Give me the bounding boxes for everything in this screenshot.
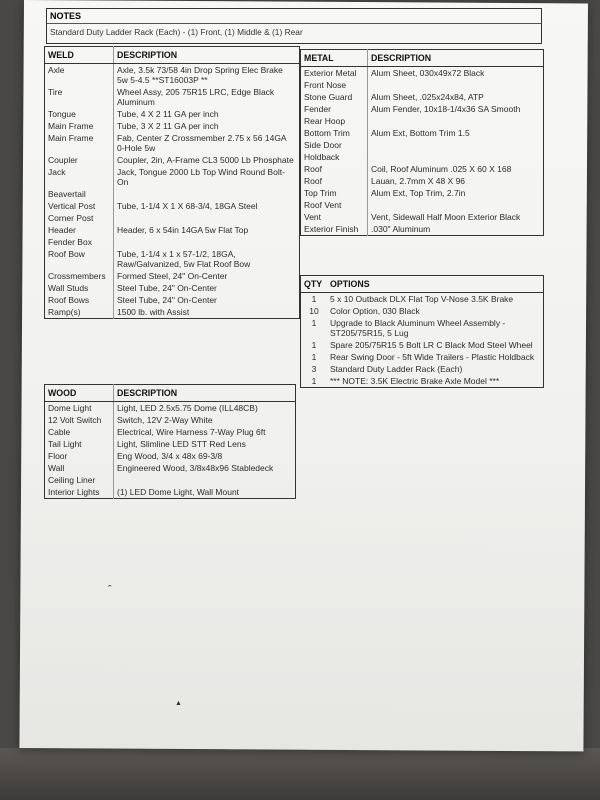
- row-description: Tube, 1-1/4 X 1 X 68-3/4, 18GA Steel: [117, 201, 258, 211]
- row-label: Main Frame: [45, 120, 114, 132]
- weld-row: [45, 306, 300, 319]
- row-description: [368, 199, 544, 211]
- metal-row: [301, 211, 544, 223]
- metal-row: [301, 139, 544, 151]
- row-qty: 10: [309, 306, 319, 316]
- row-label: Fender: [301, 103, 368, 115]
- weld-row: [45, 166, 300, 188]
- row-label: Fender Box: [45, 236, 114, 248]
- row-description: Standard Duty Ladder Rack (Each): [330, 364, 463, 374]
- row-description: Fab, Center Z Crossmember 2.75 x 56 14GA 0-Hole 5w: [117, 133, 287, 153]
- metal-row: [301, 67, 544, 80]
- row-description: Rear Swing Door - 5ft Wide Trailers - Plastic Holdback: [330, 352, 535, 362]
- row-label: Vent: [301, 211, 368, 223]
- metal-row: [301, 151, 544, 163]
- row-label: Axle: [45, 64, 114, 87]
- notes-box: [46, 8, 542, 44]
- row-description: Alum Ext, Top Trim, 2.7in: [371, 188, 466, 198]
- wood-row: [45, 438, 296, 450]
- weld-row: [45, 64, 300, 87]
- weld-desc-header: DESCRIPTION: [114, 47, 300, 64]
- row-description: Engineered Wood, 3/8x48x96 Stabledeck: [117, 463, 274, 473]
- row-label: Dome Light: [45, 402, 114, 415]
- option-row: [301, 317, 544, 339]
- row-description: [114, 188, 300, 200]
- row-label: Roof: [301, 163, 368, 175]
- row-qty: 1: [311, 376, 317, 386]
- row-label: Top Trim: [301, 187, 368, 199]
- row-description: Light, Slimline LED STT Red Lens: [117, 439, 246, 449]
- row-label: Wall Studs: [45, 282, 114, 294]
- options-col-header: OPTIONS: [327, 276, 544, 293]
- row-description: Coil, Roof Aluminum .025 X 60 X 168: [371, 164, 512, 174]
- row-description: [114, 236, 300, 248]
- metal-desc-header: DESCRIPTION: [368, 50, 544, 67]
- row-qty: 3: [311, 364, 317, 374]
- weld-row: [45, 154, 300, 166]
- row-description: Alum Sheet, 030x49x72 Black: [371, 68, 485, 78]
- row-qty: 1: [311, 294, 317, 304]
- row-label: Holdback: [301, 151, 368, 163]
- qty-col-header: QTY: [301, 276, 328, 293]
- option-row: [301, 351, 544, 363]
- row-label: Exterior Finish: [301, 223, 368, 236]
- row-description: Spare 205/75R15 5 Bolt LR C Black Mod Steel Wheel: [330, 340, 533, 350]
- row-description: Upgrade to Black Aluminum Wheel Assembly - ST205/75R15, 5 Lug: [330, 318, 506, 338]
- wood-col-header: WOOD: [45, 385, 114, 402]
- row-label: Header: [45, 224, 114, 236]
- wood-desc-header: DESCRIPTION: [114, 385, 296, 402]
- row-label: 12 Volt Switch: [45, 414, 114, 426]
- metal-row: [301, 91, 544, 103]
- row-description: Eng Wood, 3/4 x 48x 69-3/8: [117, 451, 223, 461]
- row-description: [114, 474, 296, 486]
- row-label: Corner Post: [45, 212, 114, 224]
- row-label: Exterior Metal: [301, 67, 368, 80]
- row-label: Side Door: [301, 139, 368, 151]
- row-description: Switch, 12V 2-Way White: [117, 415, 213, 425]
- row-label: Crossmembers: [45, 270, 114, 282]
- row-description: Alum Fender, 10x18-1/4x36 SA Smooth: [371, 104, 521, 114]
- wood-row: [45, 450, 296, 462]
- metal-row: [301, 103, 544, 115]
- row-description: Alum Sheet, .025x24x84, ATP: [371, 92, 484, 102]
- metal-table: [300, 49, 544, 236]
- notes-header: NOTES: [47, 9, 541, 24]
- row-description: Steel Tube, 24" On-Center: [117, 283, 217, 293]
- row-description: Formed Steel, 24" On-Center: [117, 271, 228, 281]
- row-label: Jack: [45, 166, 114, 188]
- wood-row: [45, 486, 296, 499]
- weld-col-header: WELD: [45, 47, 114, 64]
- row-description: Alum Ext, Bottom Trim 1.5: [371, 128, 470, 138]
- row-label: Floor: [45, 450, 114, 462]
- row-label: Roof: [301, 175, 368, 187]
- notes-text: Standard Duty Ladder Rack (Each) - (1) Front, (1) Middle & (1) Rear: [50, 27, 303, 37]
- metal-col-header: METAL: [301, 50, 368, 67]
- options-table: [300, 275, 544, 388]
- row-label: Bottom Trim: [301, 127, 368, 139]
- row-description: Steel Tube, 24" On-Center: [117, 295, 217, 305]
- pen-dot: ▲: [175, 700, 182, 707]
- weld-row: [45, 294, 300, 306]
- weld-row: [45, 224, 300, 236]
- row-label: Rear Hoop: [301, 115, 368, 127]
- option-row: [301, 375, 544, 388]
- weld-row: [45, 120, 300, 132]
- row-label: Vertical Post: [45, 200, 114, 212]
- wood-row: [45, 474, 296, 486]
- weld-row: [45, 86, 300, 108]
- row-label: Cable: [45, 426, 114, 438]
- option-row: [301, 305, 544, 317]
- row-description: [368, 115, 544, 127]
- row-label: Tire: [45, 86, 114, 108]
- row-label: Tongue: [45, 108, 114, 120]
- row-description: .030" Aluminum: [371, 224, 431, 234]
- weld-row: [45, 188, 300, 200]
- pen-mark: ˆ: [108, 584, 112, 596]
- metal-row: [301, 79, 544, 91]
- metal-row: [301, 115, 544, 127]
- metal-row: [301, 175, 544, 187]
- row-description: [368, 79, 544, 91]
- row-label: Ceiling Liner: [45, 474, 114, 486]
- row-label: Tail Light: [45, 438, 114, 450]
- option-row: [301, 293, 544, 306]
- row-description: [368, 139, 544, 151]
- floor-background: [0, 748, 600, 800]
- row-qty: 1: [311, 318, 317, 328]
- weld-row: [45, 248, 300, 270]
- metal-row: [301, 199, 544, 211]
- row-label: Main Frame: [45, 132, 114, 154]
- row-description: Electrical, Wire Harness 7-Way Plug 6ft: [117, 427, 266, 437]
- row-label: Front Nose: [301, 79, 368, 91]
- row-description: Color Option, 030 Black: [330, 306, 420, 316]
- row-label: Wall: [45, 462, 114, 474]
- weld-row: [45, 270, 300, 282]
- metal-row: [301, 163, 544, 175]
- weld-row: [45, 108, 300, 120]
- row-qty: 1: [311, 352, 317, 362]
- row-qty: 1: [311, 340, 317, 350]
- row-description: Header, 6 x 54in 14GA 5w Flat Top: [117, 225, 249, 235]
- row-label: Interior Lights: [45, 486, 114, 499]
- weld-row: [45, 132, 300, 154]
- row-description: Jack, Tongue 2000 Lb Top Wind Round Bolt-On: [117, 167, 285, 187]
- row-description: 5 x 10 Outback DLX Flat Top V-Nose 3.5K Brake: [330, 294, 514, 304]
- row-description: [368, 151, 544, 163]
- metal-row: [301, 127, 544, 139]
- row-description: Tube, 4 X 2 11 GA per inch: [117, 109, 219, 119]
- weld-row: [45, 212, 300, 224]
- wood-row: [45, 414, 296, 426]
- wood-table: [44, 384, 296, 499]
- row-description: Vent, Sidewall Half Moon Exterior Black: [371, 212, 521, 222]
- row-description: Tube, 1-1/4 x 1 x 57-1/2, 18GA, Raw/Galvanized, 5w Flat Roof Bow: [117, 249, 251, 269]
- row-label: Coupler: [45, 154, 114, 166]
- option-row: [301, 339, 544, 351]
- row-label: Roof Vent: [301, 199, 368, 211]
- row-description: Lauan, 2.7mm X 48 X 96: [371, 176, 466, 186]
- wood-row: [45, 426, 296, 438]
- row-label: Roof Bows: [45, 294, 114, 306]
- row-description: Wheel Assy, 205 75R15 LRC, Edge Black Aluminum: [117, 87, 275, 107]
- row-description: 1500 lb. with Assist: [117, 307, 190, 317]
- row-description: Axle, 3.5k 73/58 4in Drop Spring Elec Brake 5w 5-4.5 **ST16003P **: [117, 65, 283, 85]
- metal-row: [301, 187, 544, 199]
- row-label: Stone Guard: [301, 91, 368, 103]
- weld-table: [44, 46, 300, 319]
- row-label: Roof Bow: [45, 248, 114, 270]
- row-description: Light, LED 2.5x5.75 Dome (ILL48CB): [117, 403, 258, 413]
- row-description: (1) LED Dome Light, Wall Mount: [117, 487, 240, 497]
- weld-row: [45, 236, 300, 248]
- option-row: [301, 363, 544, 375]
- row-label: Ramp(s): [45, 306, 114, 319]
- weld-row: [45, 282, 300, 294]
- wood-row: [45, 402, 296, 415]
- metal-row: [301, 223, 544, 236]
- row-label: Beavertail: [45, 188, 114, 200]
- row-description: Coupler, 2in, A-Frame CL3 5000 Lb Phosphate: [117, 155, 294, 165]
- row-description: *** NOTE: 3.5K Electric Brake Axle Model ***: [330, 376, 500, 386]
- row-description: Tube, 3 X 2 11 GA per inch: [117, 121, 219, 131]
- wood-row: [45, 462, 296, 474]
- row-description: [114, 212, 300, 224]
- weld-row: [45, 200, 300, 212]
